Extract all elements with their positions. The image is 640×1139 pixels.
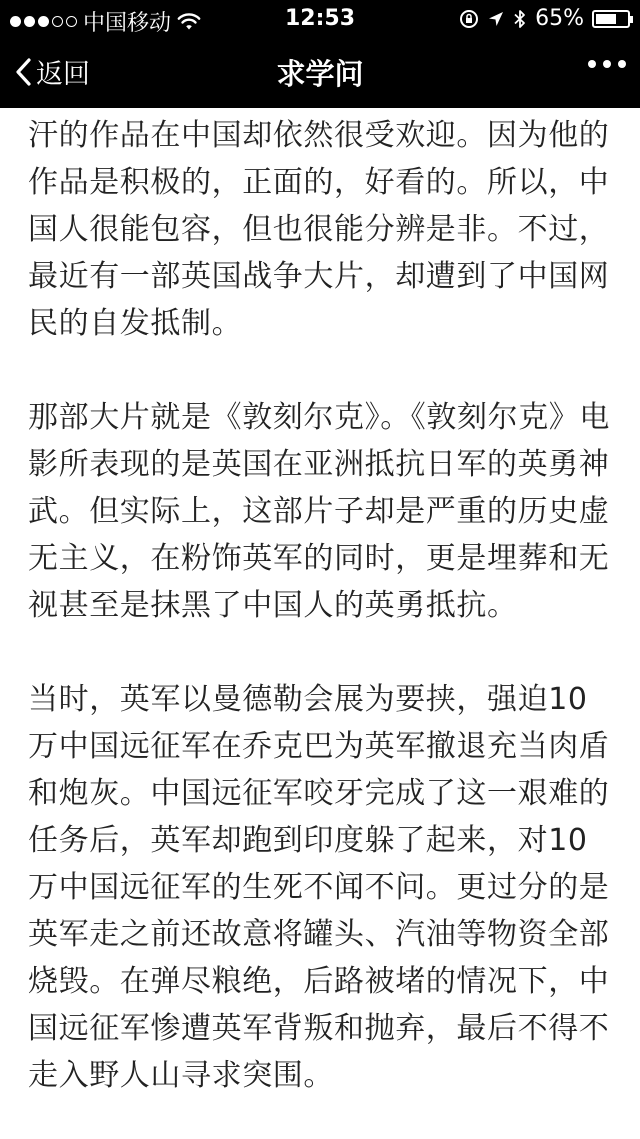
battery-icon (592, 10, 630, 28)
status-right (459, 6, 630, 31)
back-label: 返回 (36, 59, 90, 90)
location-arrow-icon (487, 10, 505, 28)
bluetooth-icon (513, 9, 527, 29)
article-paragraph: 汗的作品在中国却依然很受欢迎。因为他的作品是积极的，正面的，好看的。所以，中国人很能包容，但也很能分辨是非。不过，最近有一部英国战争大片，却遭到了中国网民的自发抵制。 (28, 118, 610, 341)
article-body (0, 108, 640, 1139)
article-paragraph: 那部大片就是《敦刻尔克》。《敦刻尔克》电影所表现的是英国在亚洲抵抗日军的英勇神武。但实际上，这部片子却是严重的历史虚无主义，在粉饰英军的同时，更是埋葬和无视甚至是抹黑了中国人的英勇抵抗。 (28, 400, 610, 623)
status-time: 12:53 (284, 6, 356, 31)
more-dots-icon[interactable] (588, 60, 626, 68)
article-paragraph: 当时，英军以曼德勒会展为要挟，强迫10万中国远征军在乔克巴为英军撤退充当肉盾和炮灰。中国远征军咬牙完成了这一艰难的任务后，英军却跑到印度躲了起来，对10万中国远征军的生死不闻不问。更过分的是英军走之前还故意将罐头、汽油等物资全部烧毁。在弹尽粮绝，后路被堵的情况下，中国远征军惨遭英军背叛和抛弃，最后不得不走入野人山寻求突围。 (28, 682, 610, 1093)
battery-level (596, 14, 616, 24)
battery-percent: 65% (535, 6, 584, 31)
page-title: 求学问 (276, 57, 364, 91)
carrier-name: 中国移动 (83, 11, 172, 36)
navigation-bar (0, 38, 640, 108)
orientation-lock-icon (459, 9, 479, 29)
status-bar (0, 0, 640, 38)
